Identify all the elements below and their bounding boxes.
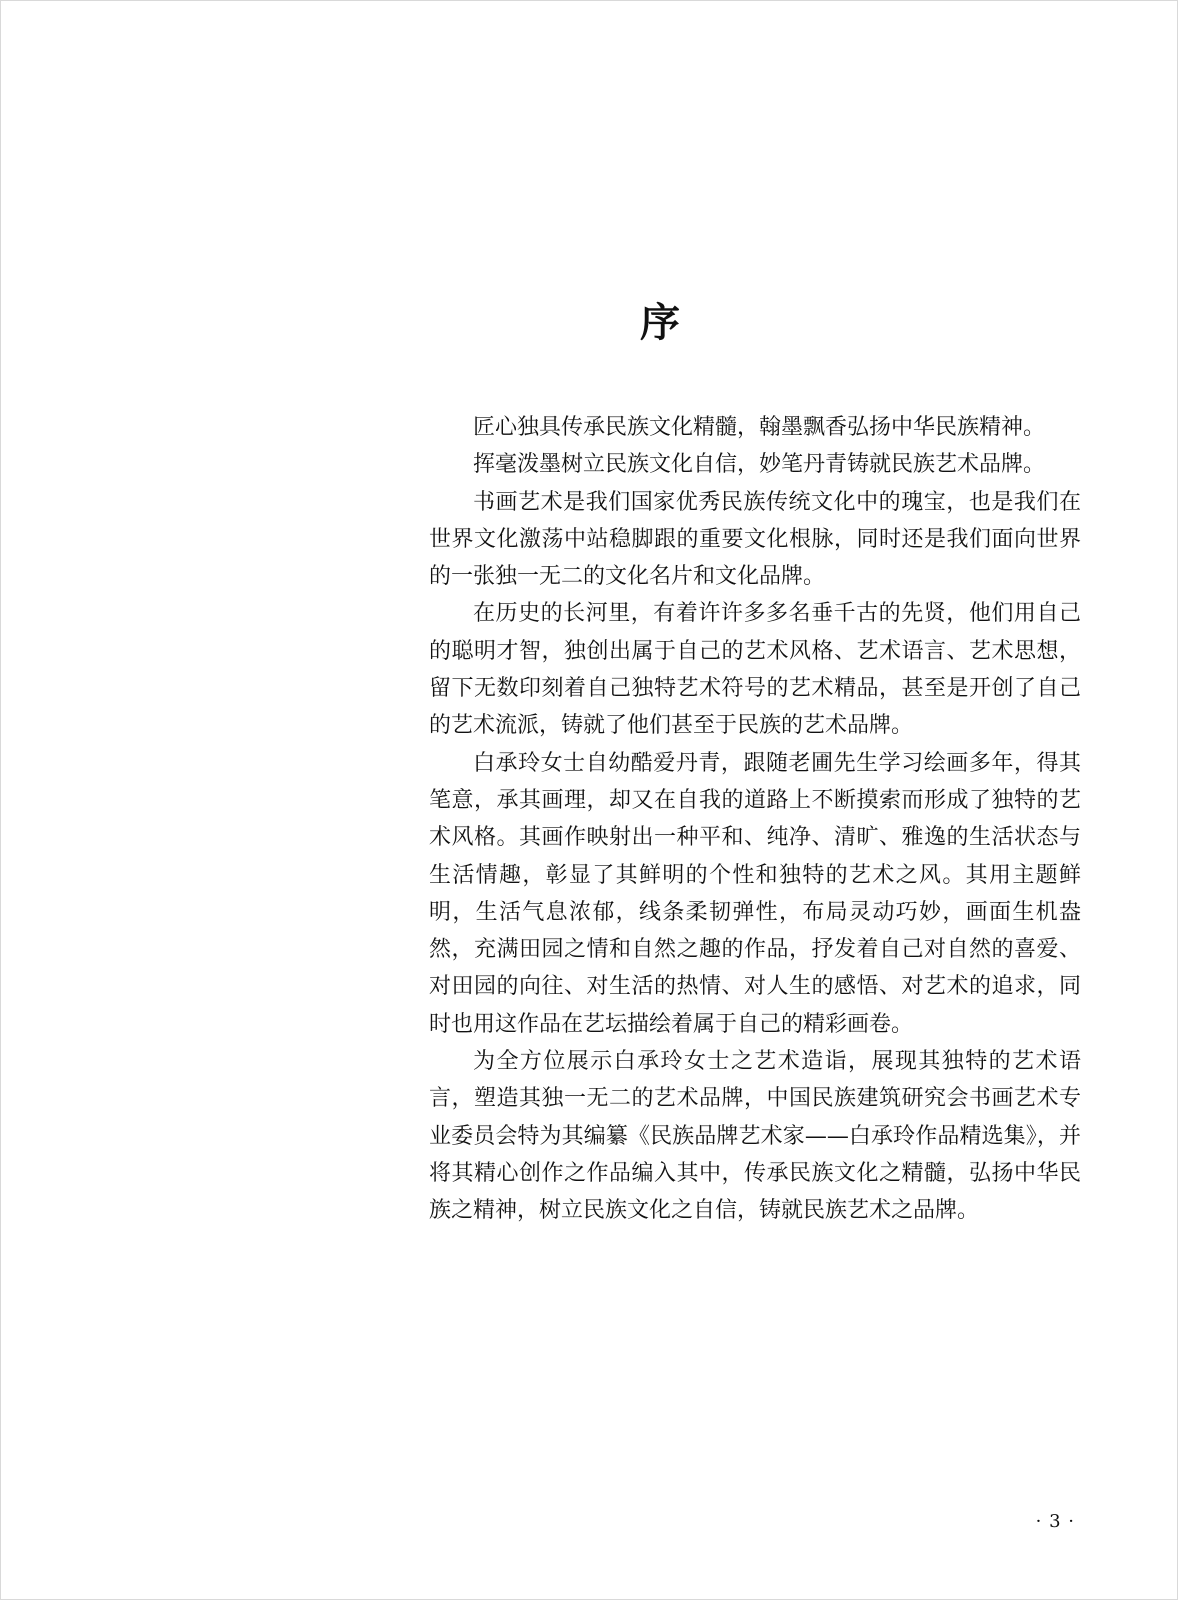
paragraph-1: 匠心独具传承民族文化精髓，翰墨飘香弘扬中华民族精神。 (473, 415, 1046, 440)
paragraph-3: 书画艺术是我们国家优秀民族传统文化中的瑰宝，也是我们在世界文化激荡中站稳脚跟的重要文化根脉，同时还是我们面向世界的一张独一无二的文化名片和文化品牌。 (429, 489, 1081, 590)
page-title: 序 (640, 299, 680, 346)
paragraph-2: 挥毫泼墨树立民族文化自信，妙笔丹青铸就民族艺术品牌。 (473, 452, 1046, 478)
paragraph-4: 在历史的长河里，有着许许多多名垂千古的先贤，他们用自己的聪明才智，独创出属于自己的艺术风格、艺术语言、艺术思想，留下无数印刻着自己独特艺术符号的艺术精品，甚至是开创了自己的艺术流派，铸就了他们甚至于民族的艺术品牌。 (429, 601, 1081, 739)
page-number: · 3 · (1035, 1511, 1075, 1532)
paragraph-6: 为全方位展示白承玲女士之艺术造诣，展现其独特的艺术语言，塑造其独一无二的艺术品牌，中国民族建筑研究会书画艺术专业委员会特为其编纂《民族品牌艺术家——白承玲作品精选集》，并将其精心创作之作品编入其中，传承民族文化之精髓，弘扬中华民族之精神，树立民族文化之自信，铸就民族艺术之品牌。 (429, 1049, 1081, 1224)
preface-body (429, 409, 1081, 1230)
paragraph-5: 白承玲女士自幼酷爱丹青，跟随老圃先生学习绘画多年，得其笔意，承其画理，却又在自我的道路上不断摸索而形成了独特的艺术风格。其画作映射出一种平和、纯净、清旷、雅逸的生活状态与生活情趣，彰显了其鲜明的个性和独特的艺术之风。其用主题鲜明，生活气息浓郁，线条柔韧弹性，布局灵动巧妙，画面生机盎然，充满田园之情和自然之趣的作品，抒发着自己对自然的喜爱、对田园的向往、对生活的热情、对人生的感悟、对艺术的追求，同时也用这作品在艺坛描绘着属于自己的精彩画卷。 (429, 750, 1081, 1037)
